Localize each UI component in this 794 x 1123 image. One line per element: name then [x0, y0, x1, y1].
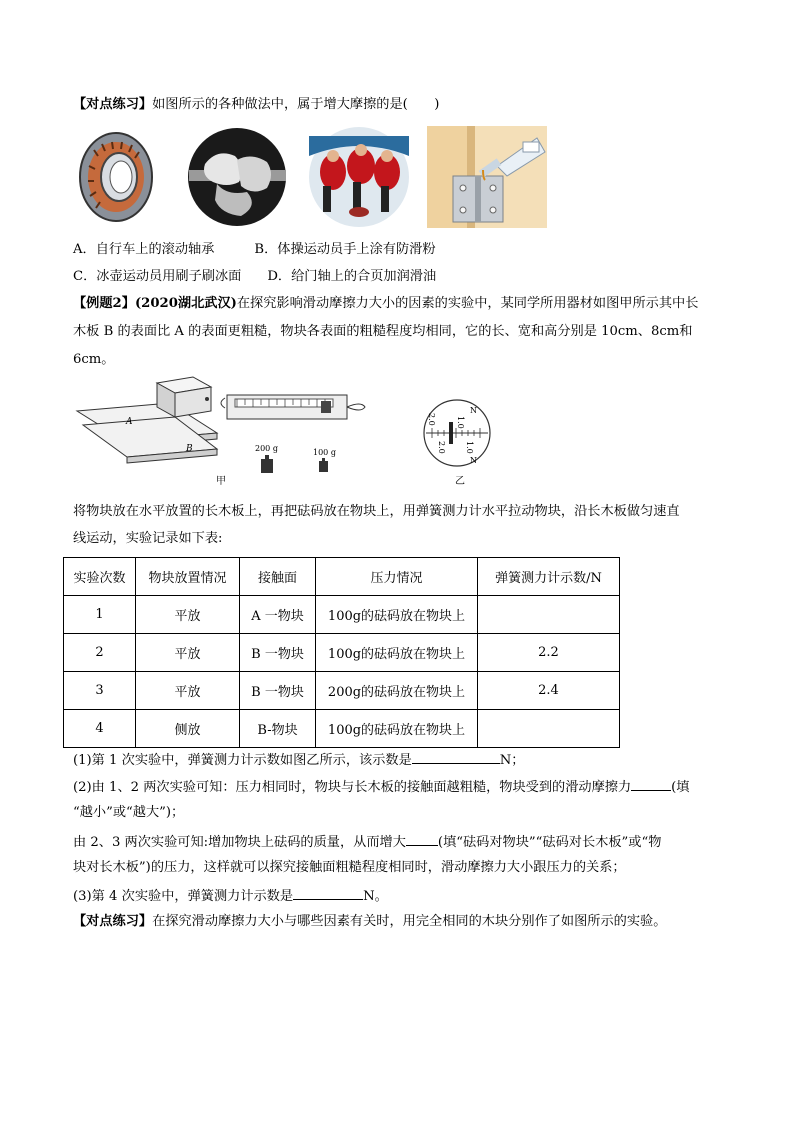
q2b-answer-blank[interactable]: [406, 832, 438, 846]
dial-top-right: 1.0: [456, 416, 465, 429]
table-row: [64, 710, 620, 748]
table-row: [64, 596, 620, 634]
table-cell: B 一物块: [240, 672, 316, 710]
table-header: 接触面: [240, 558, 316, 596]
figure-jia-svg: [75, 373, 375, 488]
figure-yi-label: 乙: [455, 476, 465, 487]
table-header-row: [64, 558, 620, 596]
example2-line2: 木板 B 的表面比 A 的表面更粗糙，物块各表面的粗糙程度均相同，它的长、宽和高分别是 10cm、8cm和: [73, 324, 693, 339]
example2-line3: 6cm。: [73, 352, 115, 367]
q2b-line1: [73, 832, 661, 852]
options-row-1: [73, 241, 436, 259]
options-row-2: [73, 268, 436, 286]
table-cell: 平放: [136, 634, 240, 672]
figure-jia-label: 甲: [216, 476, 226, 487]
table-cell: 平放: [136, 596, 240, 634]
table-cell: 2: [64, 634, 136, 672]
board-b-label: B: [186, 444, 193, 454]
weight-100: [319, 461, 328, 472]
q1-answer-blank[interactable]: [412, 750, 500, 764]
example2-source: (2020湖北武汉): [134, 296, 237, 311]
bearing-image: [72, 126, 156, 228]
q2-answer-blank[interactable]: [631, 777, 671, 791]
table-cell: B 一物块: [240, 634, 316, 672]
q2-line1: [73, 777, 690, 797]
q1-text: (1)第 1 次实验中，弹簧测力计示数如图乙所示，该示数是: [73, 753, 412, 768]
dial-n-bottom: N: [470, 456, 477, 465]
q3-answer-blank[interactable]: [293, 886, 363, 900]
dial-bottom-right: 1.0: [465, 441, 474, 454]
figure-jia: [75, 373, 375, 488]
weight-100-label: 100 g: [313, 448, 336, 457]
table-cell: A 一物块: [240, 596, 316, 634]
table-cell: B-物块: [240, 710, 316, 748]
table-cell: [478, 596, 620, 634]
table-cell: 200g的砝码放在物块上: [316, 672, 478, 710]
table-cell: 2.2: [478, 634, 620, 672]
table-cell: 平放: [136, 672, 240, 710]
dial-bottom-left: 2.0: [437, 441, 446, 454]
practice2-tag: 【对点练习】: [73, 914, 153, 929]
dial-n-top: N: [470, 406, 477, 415]
table-header: 实验次数: [64, 558, 136, 596]
q2-fill-hint: (填: [671, 780, 690, 795]
q3-line: [73, 886, 388, 906]
option-d: D．给门轴上的合页加润滑油: [267, 269, 437, 284]
q1-line: [73, 750, 525, 770]
scale-ring: [347, 404, 365, 410]
table-cell: 100g的砝码放在物块上: [316, 596, 478, 634]
example2-tag: 【例题2】: [73, 296, 135, 311]
door-hinge-image: [427, 126, 547, 228]
table-cell: 100g的砝码放在物块上: [316, 634, 478, 672]
table-cell: 侧放: [136, 710, 240, 748]
q3-unit: N。: [363, 889, 388, 904]
option-a: A．自行车上的滚动轴承: [73, 242, 215, 257]
procedure-line2: 线运动，实验记录如下表:: [73, 531, 223, 546]
practice2-line: [73, 913, 666, 931]
record-table: [63, 557, 620, 748]
practice1-question: 如图所示的各种做法中，属于增大摩擦的是( ): [152, 97, 440, 112]
table-cell: 100g的砝码放在物块上: [316, 710, 478, 748]
weight-200: [261, 459, 273, 473]
weight-200-label: 200 g: [255, 444, 278, 453]
q2b-line2: 块对长木板”)的压力，这样就可以探究接触面粗糙程度相同时，滑动摩擦力大小跟压力的关系；: [73, 860, 626, 875]
example2-text-1: 在探究影响滑动摩擦力大小的因素的实验中，某同学所用器材如图甲所示其中长: [236, 296, 699, 311]
q1-unit: N；: [499, 753, 525, 768]
dial-pointer: [449, 422, 453, 444]
table-header: 压力情况: [316, 558, 478, 596]
option-b: B．体操运动员手上涂有防滑粉: [254, 242, 436, 257]
table-header: 物块放置情况: [136, 558, 240, 596]
option-c: C．冰壶运动员用刷子刷冰面: [73, 269, 242, 284]
table-cell: 2.4: [478, 672, 620, 710]
dial-top-left: 2.0: [427, 413, 436, 426]
gymnast-hands-image: [187, 126, 288, 228]
board-a-label: A: [126, 417, 133, 427]
curling-image: [305, 126, 413, 228]
table-header: 弹簧测力计示数/N: [478, 558, 620, 596]
practice2-text: 在探究滑动摩擦力大小与哪些因素有关时，用完全相同的木块分别作了如图所示的实验。: [152, 914, 667, 929]
table-cell: 1: [64, 596, 136, 634]
practice1-tag: 【对点练习】: [73, 97, 153, 112]
table-row: [64, 634, 620, 672]
q2b-hint: (填“砝码对物块”“砝码对长木板”或“物: [437, 835, 662, 850]
q3-text: (3)第 4 次实验中，弹簧测力计示数是: [73, 889, 294, 904]
table-cell: 4: [64, 710, 136, 748]
figure-yi: [418, 398, 496, 468]
table-cell: [478, 710, 620, 748]
table-cell: 3: [64, 672, 136, 710]
practice1-question-line: [73, 96, 439, 114]
example2-line1: [73, 295, 698, 313]
q2b-text: 由 2、3 两次实验可知:增加物块上砝码的质量，从而增大: [73, 835, 406, 850]
q2-line2: “越小”或“越大”)；: [73, 805, 185, 820]
procedure-line1: 将物块放在水平放置的长木板上，再把砝码放在物块上，用弹簧测力计水平拉动物块，沿长木板做匀速直: [73, 504, 680, 519]
scale-hook: [221, 398, 225, 408]
table-row: [64, 672, 620, 710]
q2-text: (2)由 1、2 两次实验可知：压力相同时，物块与长木板的接触面越粗糙，物块受到的滑动摩擦力: [73, 780, 632, 795]
